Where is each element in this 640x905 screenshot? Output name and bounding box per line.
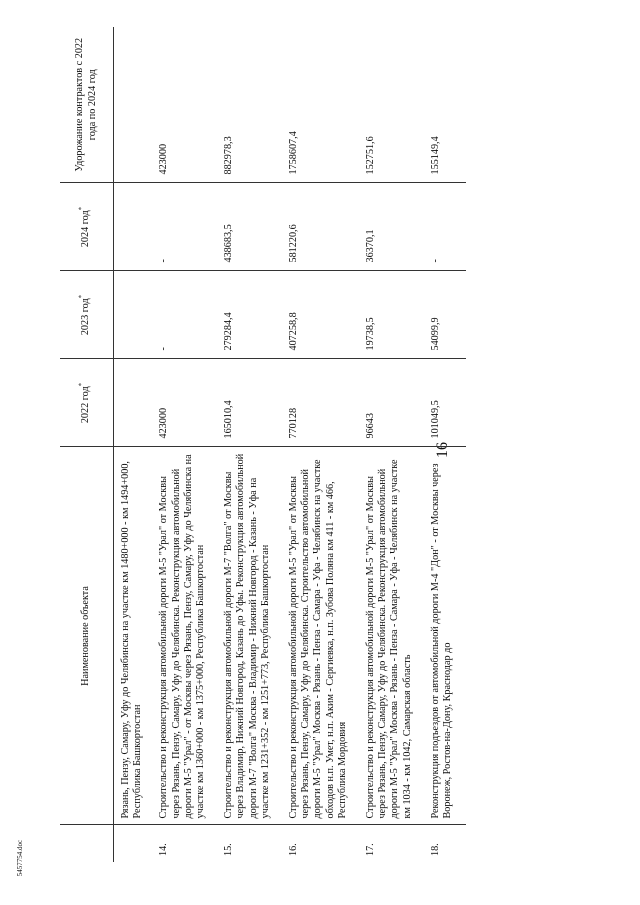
row-object-name: Строительство и реконструкция автомобильной дороги М-5 "Урал" от Москвы через Рязань, Пензу, Самару, Уфу до Челябинска. Строительство автомобильной дороги М-5 "Урал" Москва - Рязань - Пенза - Самара - Уфа - Челябинск на участке обходов н.п. Умет, н.п. Аким - Сергиевка, н.п. Зубова Поляна км 411 - км 466, Республика Мордовия	[284, 447, 361, 825]
row-number	[114, 825, 155, 862]
row-cost-increase: 882978,3	[223, 136, 235, 175]
row-value-2024: -	[154, 183, 219, 271]
row-number: 18.	[426, 825, 466, 862]
row-value-2024	[114, 183, 155, 271]
table-row	[426, 27, 466, 862]
row-value-2023: 19738,5	[361, 271, 426, 359]
row-number: 16.	[284, 825, 361, 862]
row-cost-increase: 423000	[158, 143, 170, 175]
table-header-row	[60, 27, 114, 862]
row-value-2022: 96643	[361, 359, 426, 447]
row-value-2024: -	[426, 183, 466, 271]
row-object-name: Строительство и реконструкция автомобильной дороги М-5 "Урал" от Москвы через Рязань, Пензу, Самару, Уфу до Челябинска. Реконструкция автомобильной дороги М-5 "Урал" Москва - Рязань - Пенза - Самара - Уфа - Челябинск на участке км 1034 - км 1042, Самарская область	[361, 447, 426, 825]
page-number: 16	[434, 442, 451, 458]
row-number: 17.	[361, 825, 426, 862]
row-object-name: Реконструкция подъездов от автомобильной дороги М-4 "Дон" - от Москвы через Воронеж, Ростов-на-Дону, Краснодар до	[426, 447, 466, 825]
row-value-2022: 770128	[284, 359, 361, 447]
row-value-2024: 438683,5	[219, 183, 284, 271]
table-row	[114, 27, 155, 862]
row-object-name: Рязань, Пензу, Самару, Уфу до Челябинска на участке км 1480+000 - км 1494+000, Республика Башкортостан	[114, 447, 155, 825]
document-table-area	[60, 27, 535, 862]
row-cost-increase	[114, 27, 155, 183]
row-value-2023: 54099,9	[426, 271, 466, 359]
row-value-2023	[114, 271, 155, 359]
row-cost-increase: 155149,4	[429, 136, 441, 175]
footer-filename: 5457754.doc	[16, 839, 24, 877]
row-value-2024: 36370,1	[361, 183, 426, 271]
row-value-2023: -	[154, 271, 219, 359]
table-row	[284, 27, 361, 862]
table-row	[219, 27, 284, 862]
construction-costs-table	[60, 27, 466, 862]
row-value-2024: 581220,6	[284, 183, 361, 271]
header-cost-increase: Удорожание контрактов с 2022 года по 2024 год	[60, 27, 114, 183]
row-value-2022: 101049,5	[426, 359, 466, 447]
header-object-name: Наименование объекта	[60, 447, 114, 825]
row-cost-increase: 1758607,4	[288, 131, 300, 175]
row-value-2023: 279284,4	[219, 271, 284, 359]
row-value-2022	[114, 359, 155, 447]
table-row	[154, 27, 219, 862]
row-number: 15.	[219, 825, 284, 862]
header-2022: 2022 год*	[60, 359, 114, 447]
table-row	[361, 27, 426, 862]
row-object-name: Строительство и реконструкция автомобильной дороги М-7 "Волга" от Москвы через Владимир, Нижний Новгород, Казань до Уфы. Реконструкция автомобильной дороги М-7 "Волга" Москва - Владимир - Нижний Новгород - Казань - Уфа на участке км 1231+352 - км 1251+773, Республика Башкортостан	[219, 447, 284, 825]
header-2024: 2024 год*	[60, 183, 114, 271]
header-number-cell	[60, 825, 114, 862]
row-object-name: Строительство и реконструкция автомобильной дороги М-5 "Урал" от Москвы через Рязань, Пензу, Самару, Уфу до Челябинска. Реконструкция автомобильной дороги М-5 "Урал" - от Москвы через Рязань, Пензу, Самару, Уфу до Челябинска на участке км 1360+000 - км 1375+000, Республика Башкортостан	[154, 447, 219, 825]
row-value-2023: 407258,8	[284, 271, 361, 359]
header-2023: 2023 год*	[60, 271, 114, 359]
row-number: 14.	[154, 825, 219, 862]
row-value-2022: 165010,4	[219, 359, 284, 447]
row-value-2022: 423000	[154, 359, 219, 447]
row-cost-increase: 152751,6	[365, 136, 377, 175]
